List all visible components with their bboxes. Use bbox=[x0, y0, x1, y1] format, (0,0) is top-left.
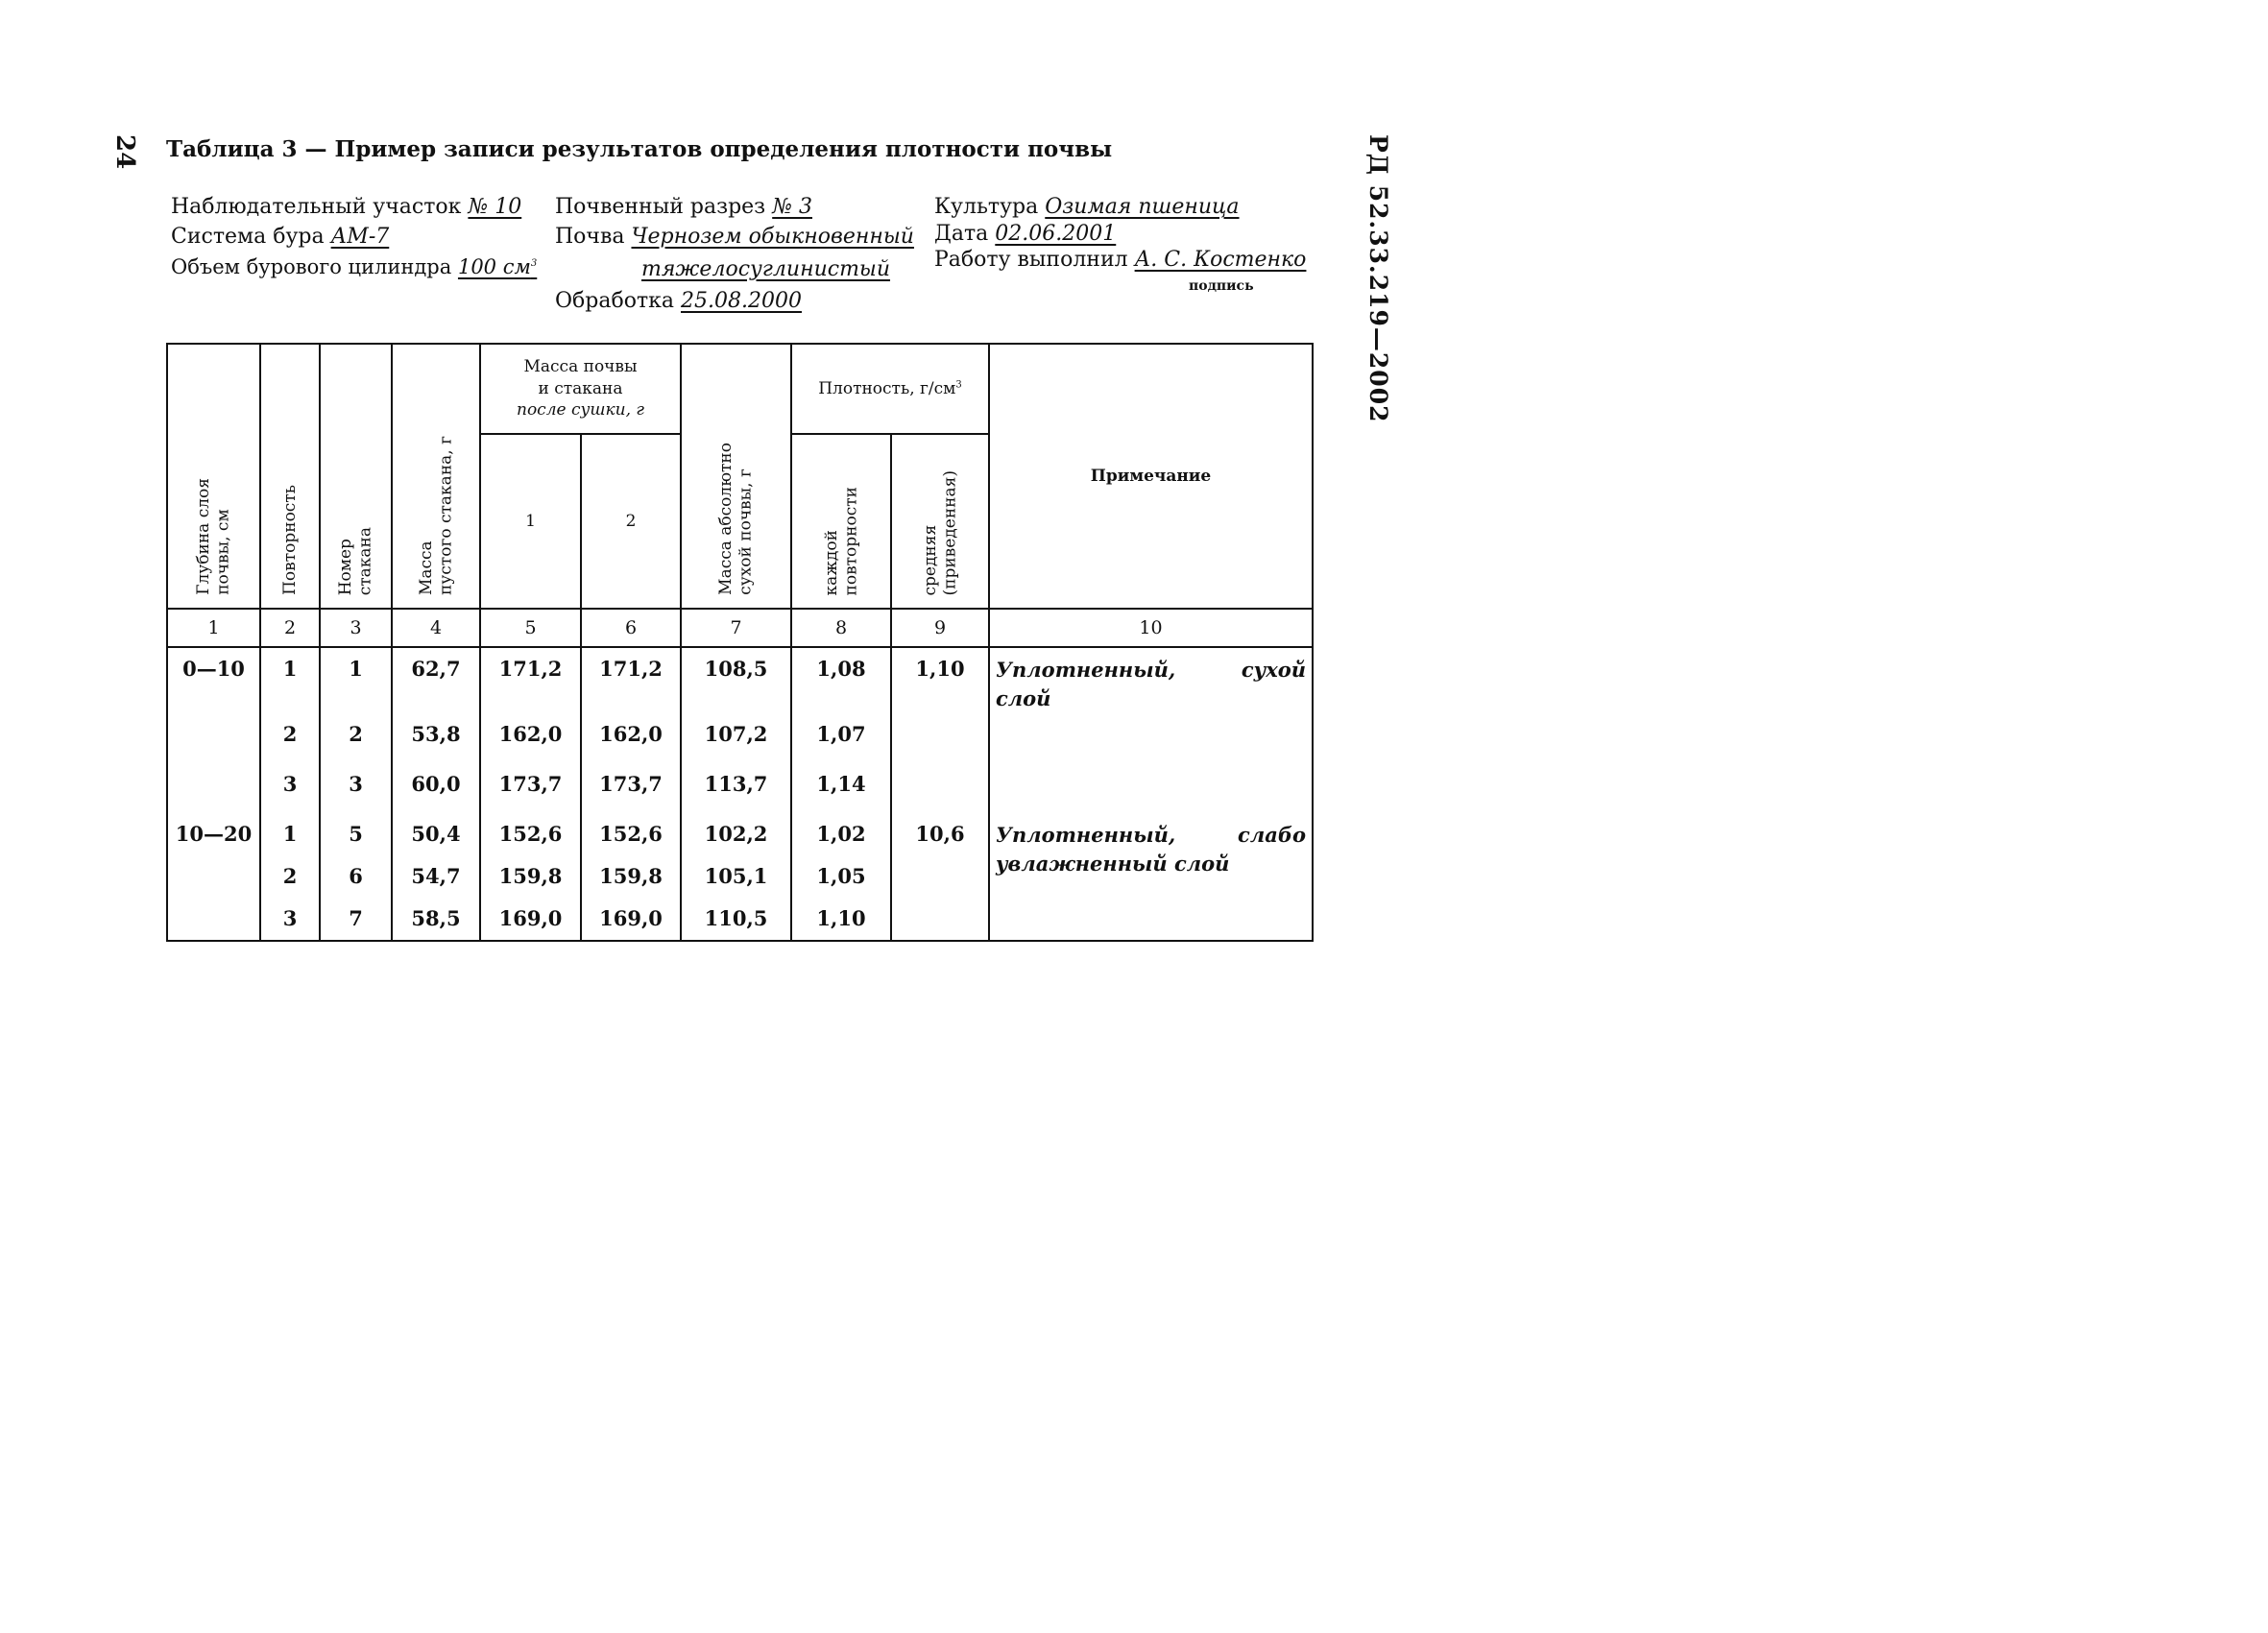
cell-mass-1: 173,7 bbox=[480, 763, 581, 813]
drill-line bbox=[171, 225, 389, 249]
cell-mass-2: 152,6 bbox=[581, 813, 681, 855]
cell-cup: 7 bbox=[320, 898, 392, 941]
cell-mass-1: 171,2 bbox=[480, 647, 581, 713]
cell-cup: 6 bbox=[320, 855, 392, 898]
cell-density-each: 1,10 bbox=[791, 898, 891, 941]
cell-dry-mass: 105,1 bbox=[681, 855, 791, 898]
column-number: 8 bbox=[791, 609, 891, 647]
cell-depth: 0—10 bbox=[167, 647, 260, 713]
header-density-each: каждой повторности bbox=[791, 434, 891, 609]
table-row bbox=[167, 713, 1313, 763]
processing-line bbox=[555, 289, 802, 313]
cell-mass-1: 169,0 bbox=[480, 898, 581, 941]
column-number-row bbox=[167, 609, 1313, 647]
crop-line bbox=[934, 195, 1240, 219]
volume-label: Объем бурового цилиндра bbox=[171, 255, 452, 278]
worker-line bbox=[934, 248, 1306, 272]
crop-label: Культура bbox=[934, 195, 1039, 219]
cell-dry-mass: 110,5 bbox=[681, 898, 791, 941]
cell-empty-mass: 53,8 bbox=[392, 713, 480, 763]
worker-value: А. С. Костенко bbox=[1134, 248, 1307, 272]
processing-value: 25.08.2000 bbox=[681, 289, 802, 313]
table-title: Таблица 3 — Пример записи результатов определения плотности почвы bbox=[166, 136, 1113, 162]
cell-dry-mass: 108,5 bbox=[681, 647, 791, 713]
cell-cup: 3 bbox=[320, 763, 392, 813]
processing-label: Обработка bbox=[555, 289, 675, 313]
date-label: Дата bbox=[934, 222, 989, 246]
cell-density-avg: 1,10 bbox=[891, 647, 989, 713]
cell-density-avg bbox=[891, 763, 989, 813]
soil-line-2 bbox=[641, 257, 890, 281]
cell-density-avg bbox=[891, 855, 989, 898]
cell-cup: 2 bbox=[320, 713, 392, 763]
cell-mass-1: 159,8 bbox=[480, 855, 581, 898]
section-line bbox=[555, 195, 812, 219]
cell-note bbox=[989, 763, 1313, 813]
column-number: 6 bbox=[581, 609, 681, 647]
cell-cup: 5 bbox=[320, 813, 392, 855]
plot-value: № 10 bbox=[468, 195, 522, 219]
date-value: 02.06.2001 bbox=[995, 222, 1117, 246]
soil-value-2: тяжелосуглинистый bbox=[641, 257, 891, 281]
column-number: 3 bbox=[320, 609, 392, 647]
cell-density-each: 1,05 bbox=[791, 855, 891, 898]
volume-value: 100 $см^3$ bbox=[457, 255, 538, 278]
cell-empty-mass: 60,0 bbox=[392, 763, 480, 813]
soil-label: Почва bbox=[555, 225, 625, 249]
cell-density-avg bbox=[891, 898, 989, 941]
header-depth: Глубина слоя почвы, см bbox=[167, 344, 260, 609]
header-dry-mass-group: Масса почвы и стакана после сушки, г bbox=[480, 344, 681, 434]
table-row bbox=[167, 813, 1313, 855]
column-number: 5 bbox=[480, 609, 581, 647]
section-value: № 3 bbox=[772, 195, 812, 219]
cell-mass-2: 159,8 bbox=[581, 855, 681, 898]
worker-label: Работу выполнил bbox=[934, 248, 1128, 272]
header-empty-cup-mass: Масса пустого стакана, г bbox=[392, 344, 480, 609]
header-abs-dry-mass: Масса абсолютно сухой почвы, г bbox=[681, 344, 791, 609]
cell-dry-mass: 107,2 bbox=[681, 713, 791, 763]
column-number: 10 bbox=[989, 609, 1313, 647]
soil-density-table bbox=[166, 343, 1314, 942]
column-number: 4 bbox=[392, 609, 480, 647]
column-number: 7 bbox=[681, 609, 791, 647]
cell-mass-2: 162,0 bbox=[581, 713, 681, 763]
document-code: РД 52.33.219—2002 bbox=[1364, 134, 1392, 423]
header-cup-number: Номер стакана bbox=[320, 344, 392, 609]
cell-depth bbox=[167, 763, 260, 813]
cell-repeat: 1 bbox=[260, 813, 320, 855]
cell-depth: 10—20 bbox=[167, 813, 260, 855]
crop-value: Озимая пшеница bbox=[1045, 195, 1240, 219]
column-number: 1 bbox=[167, 609, 260, 647]
cell-density-avg bbox=[891, 713, 989, 763]
cell-mass-2: 171,2 bbox=[581, 647, 681, 713]
cell-repeat: 1 bbox=[260, 647, 320, 713]
cell-note: Уплотненный, слабо увлажненный слой bbox=[989, 813, 1313, 941]
header-density-group: Плотность, $г/см^3$ bbox=[791, 344, 989, 434]
header-density-avg: средняя (приведенная) bbox=[891, 434, 989, 609]
cell-empty-mass: 54,7 bbox=[392, 855, 480, 898]
cell-repeat: 2 bbox=[260, 855, 320, 898]
section-label: Почвенный разрез bbox=[555, 195, 766, 219]
cell-empty-mass: 50,4 bbox=[392, 813, 480, 855]
cell-repeat: 3 bbox=[260, 898, 320, 941]
cell-empty-mass: 62,7 bbox=[392, 647, 480, 713]
cell-mass-2: 169,0 bbox=[581, 898, 681, 941]
cell-note bbox=[989, 713, 1313, 763]
soil-value-1: Чернозем обыкновенный bbox=[631, 225, 914, 249]
cell-note: Уплотненный, сухой слой bbox=[989, 647, 1313, 713]
drill-value: АМ-7 bbox=[330, 225, 390, 249]
signature-note: подпись bbox=[1189, 278, 1254, 294]
cell-mass-2: 173,7 bbox=[581, 763, 681, 813]
cell-depth bbox=[167, 855, 260, 898]
volume-line bbox=[171, 255, 537, 278]
cell-depth bbox=[167, 713, 260, 763]
cell-dry-mass: 113,7 bbox=[681, 763, 791, 813]
cell-repeat: 3 bbox=[260, 763, 320, 813]
cell-density-avg: 10,6 bbox=[891, 813, 989, 855]
cell-cup: 1 bbox=[320, 647, 392, 713]
cell-mass-1: 152,6 bbox=[480, 813, 581, 855]
cell-density-each: 1,07 bbox=[791, 713, 891, 763]
cell-mass-1: 162,0 bbox=[480, 713, 581, 763]
date-line bbox=[934, 222, 1116, 246]
cell-repeat: 2 bbox=[260, 713, 320, 763]
column-number: 2 bbox=[260, 609, 320, 647]
cell-empty-mass: 58,5 bbox=[392, 898, 480, 941]
cell-depth bbox=[167, 898, 260, 941]
header-sub-1: 1 bbox=[480, 434, 581, 609]
cell-density-each: 1,08 bbox=[791, 647, 891, 713]
cell-density-each: 1,14 bbox=[791, 763, 891, 813]
table-row bbox=[167, 763, 1313, 813]
page-number: 24 bbox=[110, 134, 139, 170]
header-repeat: Повторность bbox=[260, 344, 320, 609]
cell-dry-mass: 102,2 bbox=[681, 813, 791, 855]
soil-line bbox=[555, 225, 914, 249]
cell-density-each: 1,02 bbox=[791, 813, 891, 855]
column-number: 9 bbox=[891, 609, 989, 647]
plot-label: Наблюдательный участок bbox=[171, 195, 462, 219]
drill-label: Система бура bbox=[171, 225, 325, 249]
plot-line bbox=[171, 195, 521, 219]
header-note: Примечание bbox=[989, 344, 1313, 609]
header-sub-2: 2 bbox=[581, 434, 681, 609]
table-row bbox=[167, 647, 1313, 713]
